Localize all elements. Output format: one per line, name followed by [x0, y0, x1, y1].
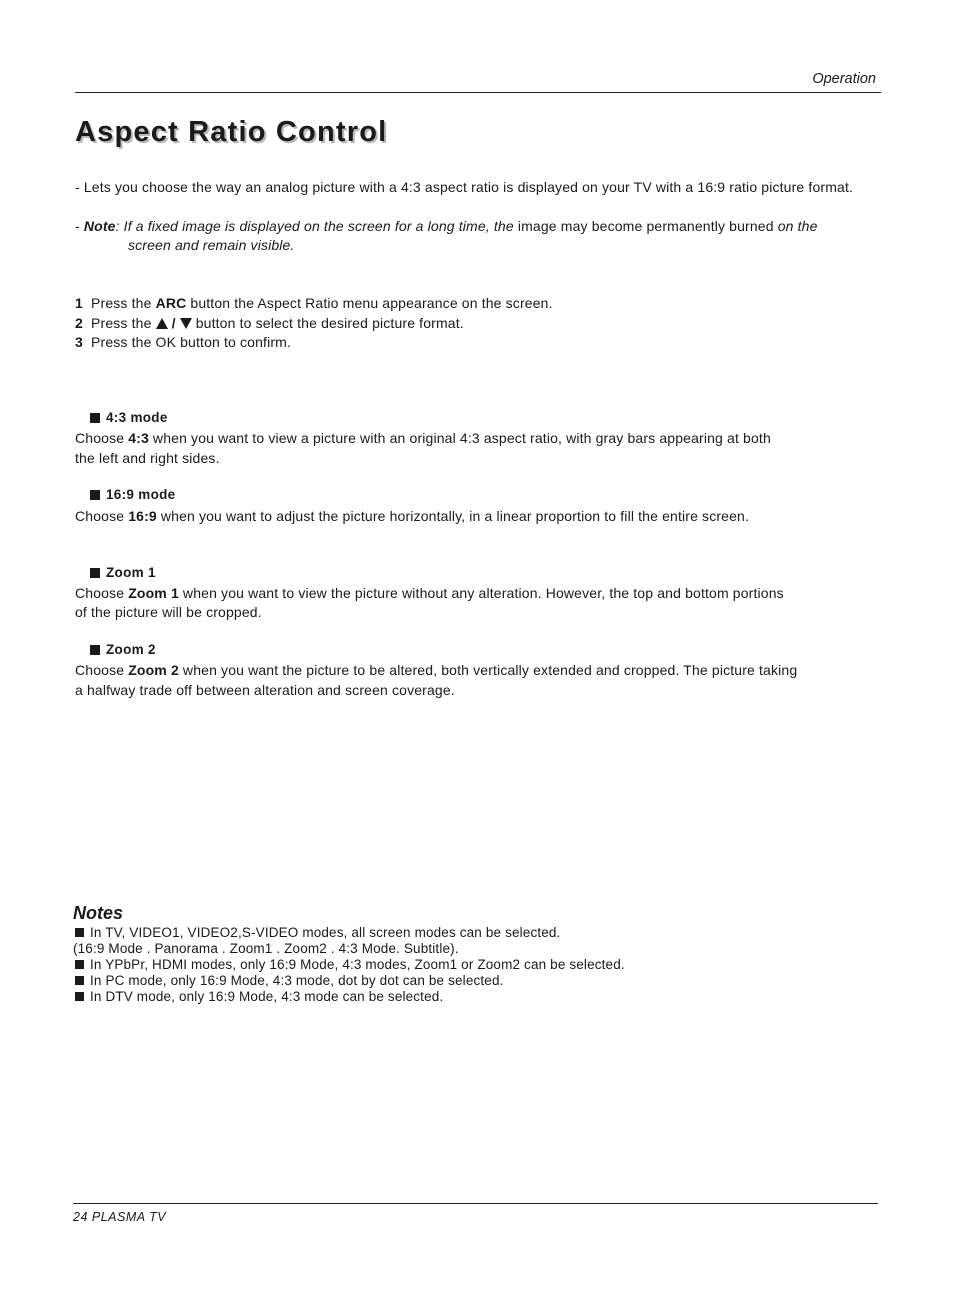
mode-169-bold: 16:9	[128, 508, 157, 524]
square-bullet-icon	[90, 568, 100, 578]
step-2-sep: /	[167, 315, 180, 331]
mode-43-desc	[75, 429, 771, 449]
note-part2: image may become permanently burned	[517, 218, 774, 234]
note-item	[75, 925, 560, 941]
zoom1-pre: Choose	[75, 585, 129, 601]
zoom1-heading-label: Zoom 1	[106, 565, 156, 580]
intro-text: - Lets you choose the way an analog picture with a 4:3 aspect ratio is displayed on your TV with a 16:9 ratio picture format.	[75, 179, 854, 195]
step-2-pre: Press the	[91, 315, 156, 331]
mode-43-heading	[90, 410, 168, 425]
footer-rule	[73, 1203, 878, 1204]
step-1-bold: ARC	[155, 295, 187, 311]
zoom2-pre: Choose	[75, 662, 129, 678]
step-2	[75, 314, 464, 334]
note-prefix: -	[75, 218, 84, 234]
note-3-text: In PC mode, only 16:9 Mode, 4:3 mode, dot by dot can be selected.	[90, 973, 504, 988]
step-1-pre: Press the	[91, 295, 156, 311]
zoom2-heading-label: Zoom 2	[106, 642, 156, 657]
triangle-up-icon	[156, 318, 168, 329]
mode-169-pre: Choose	[75, 508, 129, 524]
zoom1-desc	[75, 584, 784, 604]
section-label: Operation	[812, 71, 876, 87]
note-item	[75, 989, 443, 1005]
mode-169-heading	[90, 487, 175, 502]
mode-43-bold: 4:3	[128, 430, 149, 446]
mode-169-post: when you want to adjust the picture horizontally, in a linear proportion to fill the entire screen.	[156, 508, 749, 524]
step-2-post: button to select the desired picture format.	[191, 315, 464, 331]
square-bullet-icon	[75, 928, 84, 937]
mode-43-post: when you want to view a picture with an original 4:3 aspect ratio, with gray bars appearing at both	[148, 430, 771, 446]
square-bullet-icon	[75, 992, 84, 1001]
zoom1-post: when you want to view the picture without any alteration. However, the top and bottom portions	[178, 585, 784, 601]
step-1-post: button the Aspect Ratio menu appearance on the screen.	[186, 295, 553, 311]
note-item	[75, 973, 504, 989]
page-title: Aspect Ratio Control	[75, 116, 388, 148]
note-label: Note	[83, 218, 116, 234]
note-2-text: In YPbPr, HDMI modes, only 16:9 Mode, 4:3 modes, Zoom1 or Zoom2 can be selected.	[90, 957, 625, 972]
notes-heading: Notes	[73, 903, 124, 923]
zoom2-desc	[75, 661, 797, 681]
note-line	[75, 217, 818, 237]
square-bullet-icon	[90, 413, 100, 423]
zoom1-heading	[90, 565, 156, 580]
mode-169-heading-label: 16:9 mode	[106, 487, 176, 502]
square-bullet-icon	[75, 960, 84, 969]
zoom2-desc-2: a halfway trade off between alteration and screen coverage.	[75, 682, 455, 698]
mode-43-desc-2: the left and right sides.	[75, 450, 220, 466]
note-part1: : If a fixed image is displayed on the screen for a long time, the	[115, 218, 518, 234]
note-part3: on the	[773, 218, 818, 234]
step-3-number: 3	[75, 334, 83, 350]
step-3	[75, 333, 291, 353]
zoom1-desc-2: of the picture will be cropped.	[75, 604, 262, 620]
header-rule	[75, 92, 881, 93]
zoom2-post: when you want the picture to be altered, both vertically extended and cropped. The picture taking	[178, 662, 798, 678]
step-1	[75, 294, 553, 314]
zoom2-bold: Zoom 2	[128, 662, 179, 678]
mode-43-pre: Choose	[75, 430, 129, 446]
note-4-text: In DTV mode, only 16:9 Mode, 4:3 mode can be selected.	[90, 989, 444, 1004]
zoom2-heading	[90, 642, 156, 657]
page-number: 24 PLASMA TV	[73, 1210, 167, 1224]
step-2-number: 2	[75, 315, 83, 331]
note-1-text: In TV, VIDEO1, VIDEO2,S-VIDEO modes, all screen modes can be selected.	[90, 925, 561, 940]
triangle-down-icon	[180, 318, 192, 329]
square-bullet-icon	[75, 976, 84, 985]
mode-43-heading-label: 4:3 mode	[106, 410, 168, 425]
square-bullet-icon	[90, 645, 100, 655]
mode-169-desc	[75, 507, 749, 527]
zoom1-bold: Zoom 1	[128, 585, 179, 601]
step-3-text: Press the OK button to confirm.	[91, 334, 291, 350]
step-1-number: 1	[75, 295, 83, 311]
square-bullet-icon	[90, 490, 100, 500]
note-line-2: screen and remain visible.	[128, 237, 295, 253]
note-item	[75, 957, 625, 973]
note-item-cont: (16:9 Mode . Panorama . Zoom1 . Zoom2 . 4:3 Mode. Subtitle).	[73, 941, 459, 956]
